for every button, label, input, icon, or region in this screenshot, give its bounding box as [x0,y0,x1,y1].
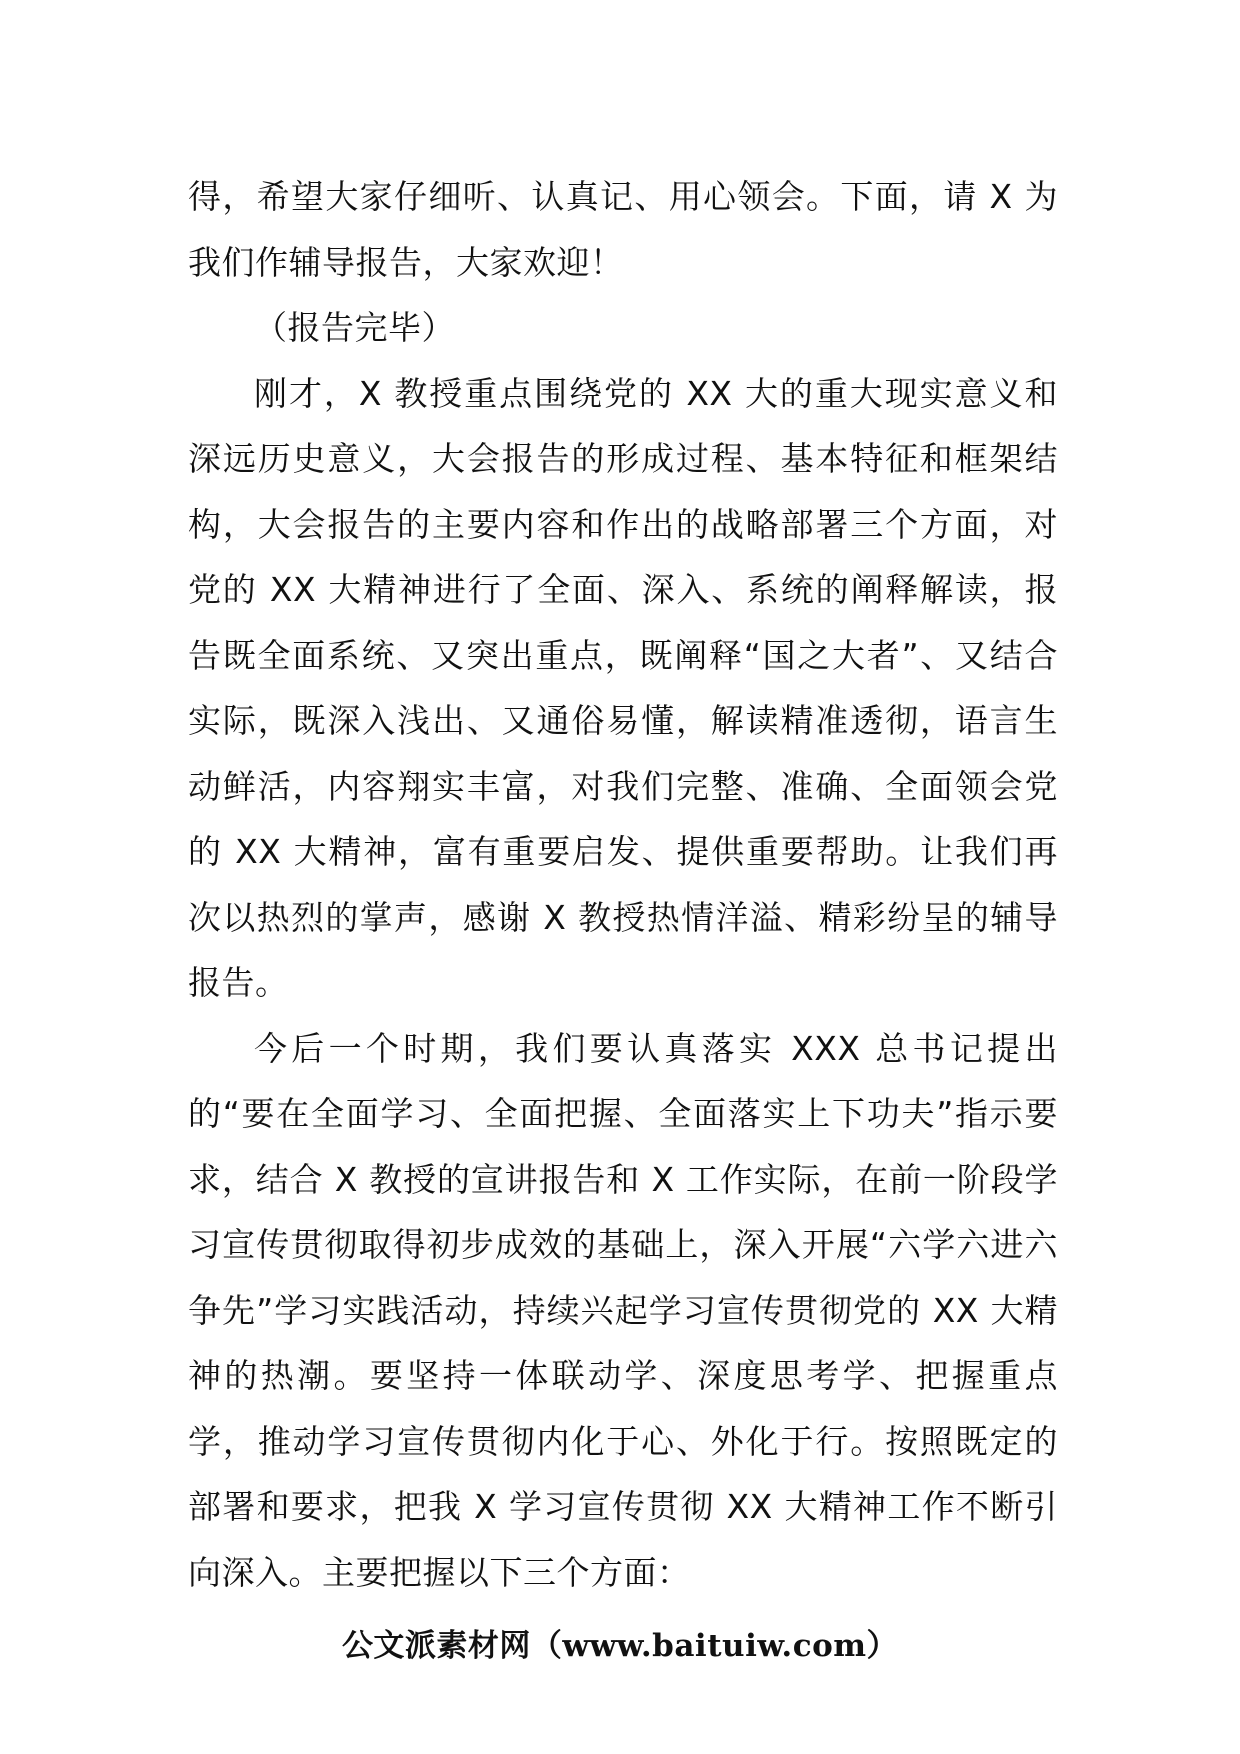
paragraph-summary: 刚才，X 教授重点围绕党的 XX 大的重大现实意义和深远历史意义，大会报告的形成过程、基本特征和框架结构，大会报告的主要内容和作出的战略部署三个方面，对党的 XX 大精神进行了全面、深入、系统的阐释解读，报告既全面系统、又突出重点，既阐释“国之大者”、又结合实际，既深入浅出、又通俗易懂，解读精准透彻，语言生动鲜活，内容翔实丰富，对我们完整、准确、全面领会党的 XX 大精神，富有重要启发、提供重要帮助。让我们再次以热烈的掌声，感谢 X 教授热情洋溢、精彩纷呈的辅导报告。 [188,373,1058,1002]
document-body [188,164,1058,1605]
footer-watermark: 公文派素材网（www.baituiw.com） [341,1628,899,1664]
paragraph-continuation: 得，希望大家仔细听、认真记、用心领会。下面，请 X 为我们作辅导报告，大家欢迎！ [188,177,1058,282]
paragraph-report-end: （报告完毕） [254,308,455,347]
paragraph-next-steps: 今后一个时期，我们要认真落实 XXX 总书记提出的“要在全面学习、全面把握、全面落实上下功夫”指示要求，结合 X 教授的宣讲报告和 X 工作实际，在前一阶段学习宣传贯彻取得初步成效的基础上，深入开展“六学六进六争先”学习实践活动，持续兴起学习宣传贯彻党的 XX 大精神的热潮。要坚持一体联动学、深度思考学、把握重点学，推动学习宣传贯彻内化于心、外化于行。按照既定的部署和要求，把我 X 学习宣传贯彻 XX 大精神工作不断引向深入。主要把握以下三个方面： [188,1028,1058,1592]
